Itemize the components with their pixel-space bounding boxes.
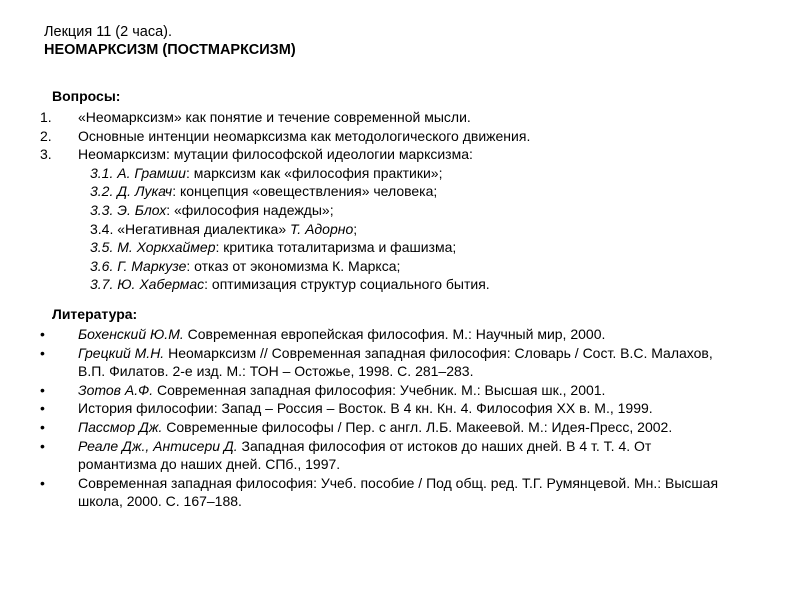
subquestion-item [40,257,530,276]
subquestion-author: 3.3. Э. Блох [90,201,167,218]
subquestion-author: 3.5. М. Хоркхаймер [90,239,216,256]
literature-item [40,399,730,418]
questions-heading: Вопросы: [52,88,121,104]
subquestion-prefix: 3.4. «Негативная диалектика» [90,220,290,237]
literature-text: Современные философы / Пер. с англ. Л.Б. Макеевой. М.: Идея-Пресс, 2002. [162,418,673,435]
subquestion-item [40,201,530,220]
question-number: 2. [40,127,52,144]
bullet-icon [40,474,60,493]
literature-item [40,344,730,381]
lecture-number: Лекция 11 (2 часа). [44,24,173,40]
bullet-icon [40,325,60,344]
literature-author: Пассмор Дж. [78,418,163,435]
question-text: «Неомарксизм» как понятие и течение современной мысли. [78,109,471,125]
literature-item [40,325,730,344]
literature-text: История философии: Запад – Россия – Восток. В 4 кн. Кн. 4. Философия XX в. М., 1999. [78,400,653,417]
subquestion-author: Т. Адорно [290,220,354,237]
literature-text: Западная философия от истоков до наших дней. В 4 т. Т. 4. От романтизма до наших дней. СПб., 1997. [78,437,652,473]
subquestion-item [40,275,530,294]
lecture-topic: НЕОМАРКСИЗМ (ПОСТМАРКСИЗМ) [44,42,296,58]
question-text: Основные интенции неомарксизма как методологического движения. [78,127,531,144]
subquestion-item [40,220,530,239]
literature-text: Современная европейская философия. М.: Научный мир, 2000. [183,326,606,342]
literature-text: Современная западная философия: Учебник. М.: Высшая шк., 2001. [153,381,606,398]
subquestion-item [40,238,530,257]
literature-text: Современная западная философия: Учеб. пособие / Под общ. ред. Т.Г. Румянцевой. Мн.: Высшая школа, 2000. С. 167–188. [78,474,719,510]
question-item [40,108,530,127]
subquestion-item [40,164,530,183]
literature-item [40,474,730,511]
question-item [40,127,530,146]
literature-item [40,381,730,400]
question-item [40,145,530,164]
literature-heading: Литература: [52,306,138,322]
subquestion-author: 3.1. А. Грамши [90,164,186,181]
subquestion-text: : концепция «овеществления» человека; [172,183,438,200]
bullet-icon [40,418,60,437]
literature-item [40,418,730,437]
subquestion-text: : марксизм как «философия практики»; [185,164,443,181]
bullet-icon [40,344,60,363]
subquestion-text: : оптимизация структур социального бытия. [204,276,490,293]
subquestion-author: 3.2. Д. Лукач [90,183,173,200]
literature-author: Реале Дж., Антисери Д. [78,437,238,454]
question-number: 3. [40,146,52,163]
subquestion-text: : «философия надежды»; [166,201,334,218]
literature-author: Бохенский Ю.М. [78,326,184,342]
questions-list [40,108,530,294]
subquestion-item [40,182,530,201]
subquestion-text: ; [353,220,358,237]
question-text: Неомарксизм: мутации философской идеологии марксизма: [78,146,473,163]
literature-author: Грецкий М.Н. [78,344,165,361]
literature-item [40,437,730,474]
subquestion-text: : отказ от экономизма К. Маркса; [186,257,401,274]
lecture-title [44,23,296,59]
bullet-icon [40,437,60,456]
literature-text: Неомарксизм // Современная западная философия: Словарь / Сост. В.С. Малахов, В.П. Филатов. 2-е изд. М.: ТОН – Остожье, 1998. С. 281–283. [78,344,713,380]
subquestion-author: 3.6. Г. Маркузе [90,257,187,274]
literature-author: Зотов А.Ф. [78,381,154,398]
question-number: 1. [40,109,52,125]
subquestion-text: : критика тоталитаризма и фашизма; [215,239,457,256]
bullet-icon [40,399,60,418]
subquestion-author: 3.7. Ю. Хабермас [90,276,205,293]
bullet-icon [40,381,60,400]
literature-list [40,325,730,511]
